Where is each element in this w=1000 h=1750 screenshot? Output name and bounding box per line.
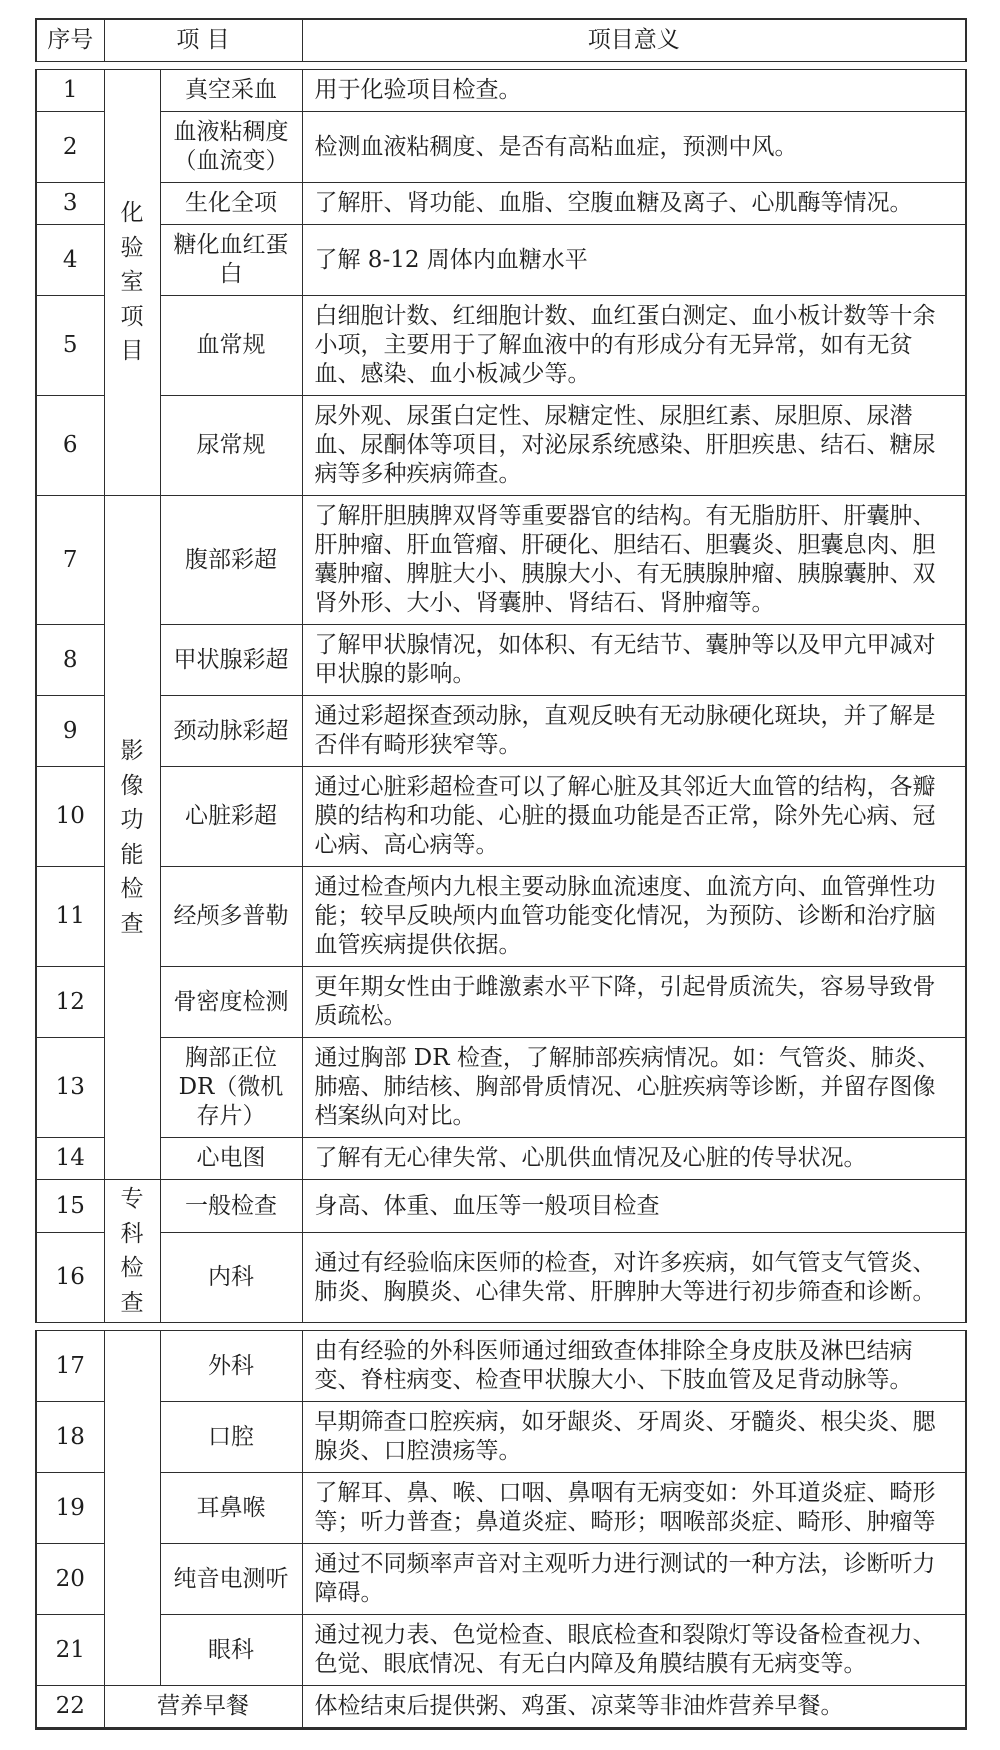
row-number: 11 [36, 867, 104, 967]
meaning-cell: 了解肝、肾功能、血脂、空腹血糖及离子、心肌酶等情况。 [302, 183, 966, 225]
table-row [36, 1233, 966, 1323]
row-number: 20 [36, 1544, 104, 1615]
category-label-imaging: 影像功能检查 [120, 738, 144, 937]
meaning-cell: 由有经验的外科医师通过细致查体排除全身皮肤及淋巴结病变、脊柱病变、检查甲状腺大小、下肢血管及足背动脉等。 [302, 1331, 966, 1402]
header-col-meaning: 项目意义 [302, 19, 966, 62]
item-cell: 颈动脉彩超 [160, 696, 302, 767]
meaning-cell: 通过视力表、色觉检查、眼底检查和裂隙灯等设备检查视力、色觉、眼底情况、有无白内障及角膜结膜有无病变等。 [302, 1615, 966, 1686]
row-number: 9 [36, 696, 104, 767]
item-cell: 外科 [160, 1331, 302, 1402]
row-number: 18 [36, 1402, 104, 1473]
meaning-cell: 通过彩超探查颈动脉，直观反映有无动脉硬化斑块，并了解是否伴有畸形狭窄等。 [302, 696, 966, 767]
row-number: 6 [36, 396, 104, 496]
table-row [36, 496, 966, 625]
header-col-item: 项 目 [104, 19, 302, 62]
table-row [36, 225, 966, 296]
meaning-cell: 通过不同频率声音对主观听力进行测试的一种方法，诊断听力障碍。 [302, 1544, 966, 1615]
item-cell: 心脏彩超 [160, 767, 302, 867]
row-number: 7 [36, 496, 104, 625]
table-row [36, 296, 966, 396]
meaning-cell: 通过有经验临床医师的检查，对许多疾病，如气管支气管炎、肺炎、胸膜炎、心律失常、肝脾肿大等进行初步筛查和诊断。 [302, 1233, 966, 1323]
row-number: 8 [36, 625, 104, 696]
header-separator-gap [36, 62, 966, 70]
table-row [36, 1402, 966, 1473]
category-label-specialist: 专科检查 [120, 1186, 144, 1316]
meaning-cell: 身高、体重、血压等一般项目检查 [302, 1180, 966, 1233]
meaning-cell: 通过检查颅内九根主要动脉血流速度、血流方向、血管弹性功能；较早反映颅内血管功能变化情况，为预防、诊断和治疗脑血管疾病提供依据。 [302, 867, 966, 967]
item-cell: 骨密度检测 [160, 967, 302, 1038]
item-cell: 眼科 [160, 1615, 302, 1686]
item-cell: 耳鼻喉 [160, 1473, 302, 1544]
meaning-cell: 尿外观、尿蛋白定性、尿糖定性、尿胆红素、尿胆原、尿潜血、尿酮体等项目，对泌尿系统感染、肝胆疾患、结石、糖尿病等多种疾病筛查。 [302, 396, 966, 496]
table-row [36, 867, 966, 967]
item-cell: 经颅多普勒 [160, 867, 302, 967]
meaning-cell: 体检结束后提供粥、鸡蛋、凉菜等非油炸营养早餐。 [302, 1686, 966, 1729]
meaning-cell: 更年期女性由于雌激素水平下降，引起骨质流失，容易导致骨质疏松。 [302, 967, 966, 1038]
item-cell: 甲状腺彩超 [160, 625, 302, 696]
meaning-cell: 了解耳、鼻、喉、口咽、鼻咽有无病变如：外耳道炎症、畸形等；听力普查；鼻道炎症、畸形；咽喉部炎症、畸形、肿瘤等 [302, 1473, 966, 1544]
row-number: 13 [36, 1038, 104, 1138]
meaning-cell: 了解甲状腺情况，如体积、有无结节、囊肿等以及甲亢甲减对甲状腺的影响。 [302, 625, 966, 696]
table-row [36, 112, 966, 183]
category-cell-imaging [104, 496, 160, 1180]
row-number: 1 [36, 70, 104, 112]
row-number: 15 [36, 1180, 104, 1233]
table-row [36, 396, 966, 496]
table-row [36, 1615, 966, 1686]
meaning-cell: 了解肝胆胰脾双肾等重要器官的结构。有无脂肪肝、肝囊肿、肝肿瘤、肝血管瘤、肝硬化、胆结石、胆囊炎、胆囊息肉、胆囊肿瘤、脾脏大小、胰腺大小、有无胰腺肿瘤、胰腺囊肿、双肾外形、大小、肾囊肿、肾结石、肾肿瘤等。 [302, 496, 966, 625]
item-cell: 血常规 [160, 296, 302, 396]
item-cell: 糖化血红蛋白 [160, 225, 302, 296]
table-row [36, 1331, 966, 1402]
table-row [36, 70, 966, 112]
table-row [36, 696, 966, 767]
row-number: 3 [36, 183, 104, 225]
table-row [36, 1544, 966, 1615]
row-number: 21 [36, 1615, 104, 1686]
item-cell: 血液粘稠度（血流变） [160, 112, 302, 183]
category-cell-lab [104, 70, 160, 496]
meaning-cell: 了解有无心律失常、心肌供血情况及心脏的传导状况。 [302, 1138, 966, 1180]
item-cell: 胸部正位 DR（微机存片） [160, 1038, 302, 1138]
meaning-cell: 通过心脏彩超检查可以了解心脏及其邻近大血管的结构，各瓣膜的结构和功能、心脏的摄血功能是否正常，除外先心病、冠心病、高心病等。 [302, 767, 966, 867]
row-number: 5 [36, 296, 104, 396]
item-cell: 一般检查 [160, 1180, 302, 1233]
table-header-row [36, 19, 966, 62]
row-number: 2 [36, 112, 104, 183]
row-number: 16 [36, 1233, 104, 1323]
table-row [36, 625, 966, 696]
item-cell: 心电图 [160, 1138, 302, 1180]
meaning-cell: 用于化验项目检查。 [302, 70, 966, 112]
page-break-gap [36, 1323, 966, 1331]
row-number: 17 [36, 1331, 104, 1402]
header-col-number: 序号 [36, 19, 104, 62]
exam-items-table [35, 18, 967, 1730]
table-row [36, 1138, 966, 1180]
item-cell: 纯音电测听 [160, 1544, 302, 1615]
item-cell: 真空采血 [160, 70, 302, 112]
meaning-cell: 早期筛查口腔疾病，如牙龈炎、牙周炎、牙髓炎、根尖炎、腮腺炎、口腔溃疡等。 [302, 1402, 966, 1473]
category-label-lab: 化验室项目 [120, 200, 144, 365]
row-number: 12 [36, 967, 104, 1038]
item-cell: 口腔 [160, 1402, 302, 1473]
row-number: 10 [36, 767, 104, 867]
item-cell: 生化全项 [160, 183, 302, 225]
item-cell: 腹部彩超 [160, 496, 302, 625]
item-cell: 内科 [160, 1233, 302, 1323]
table-row [36, 183, 966, 225]
table-row [36, 767, 966, 867]
row-number: 14 [36, 1138, 104, 1180]
table-row [36, 1686, 966, 1729]
item-cell: 尿常规 [160, 396, 302, 496]
item-cell-breakfast: 营养早餐 [104, 1686, 302, 1729]
row-number: 22 [36, 1686, 104, 1729]
category-cell-specialist [104, 1180, 160, 1323]
meaning-cell: 白细胞计数、红细胞计数、血红蛋白测定、血小板计数等十余小项，主要用于了解血液中的有形成分有无异常，如有无贫血、感染、血小板减少等。 [302, 296, 966, 396]
meaning-cell: 了解 8-12 周体内血糖水平 [302, 225, 966, 296]
table-row [36, 1473, 966, 1544]
table-row [36, 967, 966, 1038]
meaning-cell: 通过胸部 DR 检查，了解肺部疾病情况。如：气管炎、肺炎、肺癌、肺结核、胸部骨质情况、心脏疾病等诊断，并留存图像档案纵向对比。 [302, 1038, 966, 1138]
table-row [36, 1180, 966, 1233]
category-cell-specialist-continued [104, 1331, 160, 1686]
row-number: 4 [36, 225, 104, 296]
table-row [36, 1038, 966, 1138]
row-number: 19 [36, 1473, 104, 1544]
meaning-cell: 检测血液粘稠度、是否有高粘血症，预测中风。 [302, 112, 966, 183]
